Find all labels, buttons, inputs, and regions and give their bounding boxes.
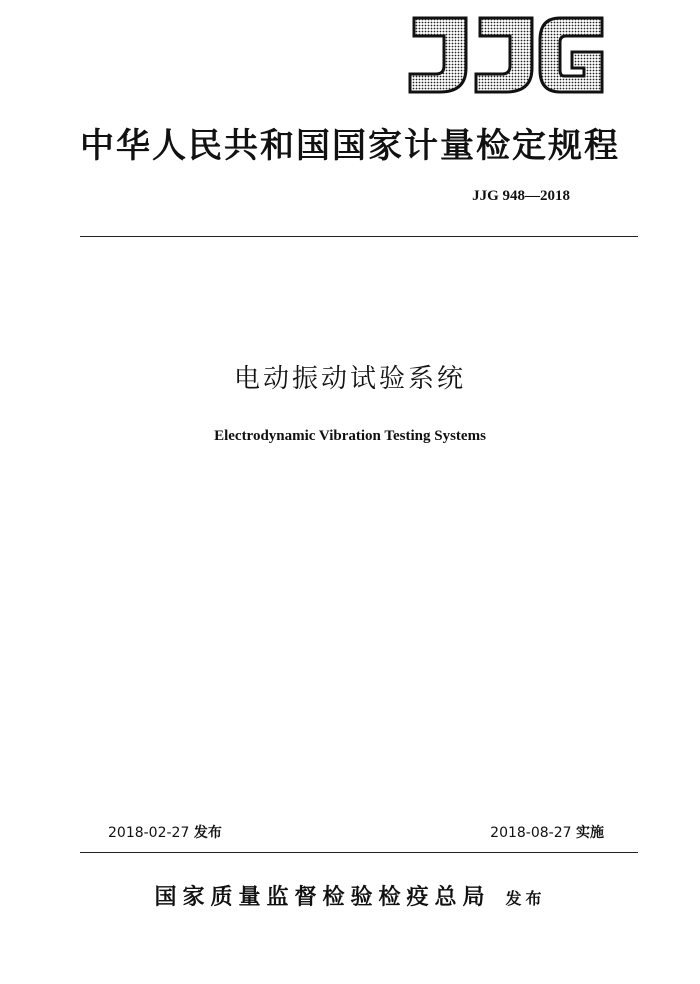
bottom-divider: [80, 852, 638, 853]
standard-code: JJG 948—2018: [472, 188, 570, 204]
release-label: 发布: [193, 825, 222, 841]
logo-text: [400, 100, 401, 101]
effective-date: [490, 822, 604, 842]
issue-action: 发布: [505, 889, 546, 908]
issuer-line: [0, 880, 700, 911]
top-divider: [80, 236, 638, 237]
effective-date-value: 2018-08-27: [490, 825, 572, 841]
release-date-value: 2018-02-27: [108, 825, 190, 841]
document-title-english: Electrodynamic Vibration Testing Systems: [214, 428, 486, 444]
regulation-series-title: 中华人民共和国国家计量检定规程: [80, 126, 620, 166]
effective-label: 实施: [576, 825, 604, 841]
jjg-logo: [400, 12, 610, 100]
release-date: [108, 822, 222, 842]
issuing-organization: 国家质量监督检验检疫总局: [154, 884, 491, 910]
document-title-chinese: 电动振动试验系统: [233, 364, 466, 394]
